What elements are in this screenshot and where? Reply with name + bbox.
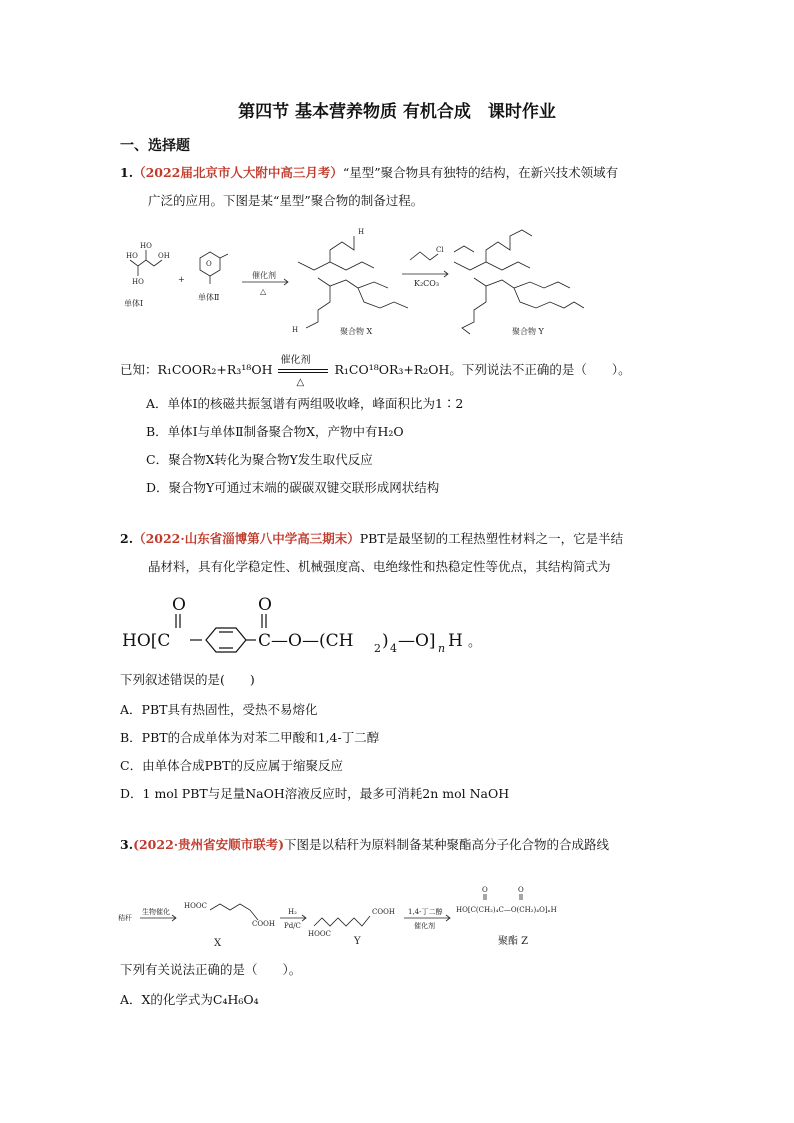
formula-middle: C—O—(CH <box>258 631 354 651</box>
question-text-line2: 晶材料，具有化学稳定性、机械强度高、电绝缘性和热稳定性等优点，其结构简式为 <box>148 559 611 574</box>
straw-label: 秸秆 <box>118 914 132 922</box>
question-number: 3. <box>120 837 134 852</box>
monomer1-label: 单体Ⅰ <box>124 299 144 308</box>
carbonyl-oxygen: O <box>482 886 488 894</box>
compound-x-label: X <box>214 938 222 949</box>
question-text-line1: PBT是最坚韧的工程热塑性材料之一，它是半结 <box>359 531 624 546</box>
question-source: （2022届北京市人大附中高三月考） <box>133 165 343 180</box>
hooc-label: HOOC <box>308 930 331 938</box>
bio-catalysis-label: 生物催化 <box>142 908 170 916</box>
carbonyl-oxygen: O <box>172 595 186 615</box>
polymer-x-label: 聚合物 X <box>340 327 373 336</box>
known-products: R₁CO¹⁸OR₃+R₂OH。下列说法不正确的是（ ）。 <box>334 362 631 377</box>
formula-close: ) <box>382 631 389 651</box>
known-catalyst: 催化剂 <box>280 354 311 366</box>
formula-n: n <box>438 642 446 655</box>
cooh-label: COOH <box>252 920 275 928</box>
cooh-label: COOH <box>372 908 395 916</box>
oh-label: OH <box>158 252 170 260</box>
question-number: 1. <box>120 165 134 180</box>
monomer2-label: 单体Ⅱ <box>198 293 220 302</box>
q3-option-a: A．X的化学式为C₄H₆O₄ <box>120 992 259 1007</box>
formula-left: HO[C <box>122 631 171 651</box>
page-title: 第四节 基本营养物质 有机合成 课时作业 <box>238 102 556 122</box>
question-number: 2. <box>120 531 134 546</box>
ho-label: HO <box>126 252 138 260</box>
question-source: （2022·山东省淄博第八中学高三期末） <box>133 531 360 546</box>
q1-reaction-scheme <box>118 222 678 352</box>
question-text-line2: 广泛的应用。下图是某“星型”聚合物的制备过程。 <box>148 193 424 208</box>
q3-synthesis-route <box>118 880 678 952</box>
butanediol-label: 1,4-丁二醇 <box>408 908 443 916</box>
catalyst-label: 催化剂 <box>252 271 276 280</box>
carbonyl-oxygen: O <box>258 595 272 615</box>
question-3 <box>120 831 680 859</box>
q1-option-c: C．聚合物X转化为聚合物Y发生取代反应 <box>146 452 373 467</box>
pdc-label: Pd/C <box>284 922 301 930</box>
formula-tail: —O] <box>398 631 436 651</box>
known-reactants: 已知：R₁COOR₂+R₃¹⁸OH <box>120 362 273 377</box>
section-heading: 一、选择题 <box>120 138 190 154</box>
question-source: (2022·贵州省安顺市联考) <box>133 837 285 852</box>
polymer-y-label: 聚合物 Y <box>512 327 544 336</box>
reagent-label: K₂CO₃ <box>414 279 440 288</box>
question-1 <box>120 159 680 215</box>
question-2 <box>120 525 680 581</box>
ho-label: HO <box>140 242 152 250</box>
q1-option-b: B．单体Ⅰ与单体Ⅱ制备聚合物X，产物中有H₂O <box>146 424 404 439</box>
q1-option-a: A．单体Ⅰ的核磁共振氢谱有两组吸收峰，峰面积比为1∶2 <box>146 396 464 411</box>
q2-prompt: 下列叙述错误的是( ) <box>120 672 255 687</box>
q3-prompt: 下列有关说法正确的是（ ）。 <box>120 962 302 977</box>
h2-label: H₂ <box>288 908 297 916</box>
question-text-line1: 下图是以秸秆为原料制备某种聚酯高分子化合物的合成路线 <box>284 837 610 852</box>
ring-oxygen: O <box>206 260 212 268</box>
formula-h: H <box>448 631 463 651</box>
known-heat: △ <box>296 376 305 388</box>
q1-option-d: D．聚合物Y可通过末端的碳碳双键交联形成网状结构 <box>146 480 440 495</box>
formula-subscript: 4 <box>390 642 397 655</box>
q2-option-c: C．由单体合成PBT的反应属于缩聚反应 <box>120 758 343 773</box>
carbonyl-oxygen: O <box>518 886 524 894</box>
polyester-formula: HO[C(CH₂)₄C—O(CH₂)₄O]ₙH <box>456 906 557 914</box>
catalyst-label: 催化剂 <box>414 922 435 930</box>
formula-period: 。 <box>468 635 482 650</box>
q2-option-b: B．PBT的合成单体为对苯二甲酸和1,4-丁二醇 <box>120 730 380 745</box>
cl-label: Cl <box>436 246 444 254</box>
compound-y-label: Y <box>354 936 361 947</box>
question-text-line1: “星型”聚合物具有独特的结构，在新兴技术领域有 <box>342 165 619 180</box>
polyester-z-label: 聚酯 Z <box>498 936 529 947</box>
q2-option-d: D．1 mol PBT与足量NaOH溶液反应时，最多可消耗2n mol NaOH <box>120 786 510 801</box>
h-label: H <box>358 228 365 236</box>
formula-subscript: 2 <box>374 642 381 655</box>
known-arrow <box>276 354 330 388</box>
h-label: H <box>292 326 299 334</box>
q1-known-condition <box>120 354 700 388</box>
ho-label: HO <box>132 278 144 286</box>
heat-label: △ <box>260 287 267 296</box>
q2-option-a: A．PBT具有热固性，受热不易熔化 <box>120 702 318 717</box>
pbt-structure <box>118 590 498 656</box>
plus-sign: + <box>178 275 185 284</box>
hooc-label: HOOC <box>184 902 207 910</box>
